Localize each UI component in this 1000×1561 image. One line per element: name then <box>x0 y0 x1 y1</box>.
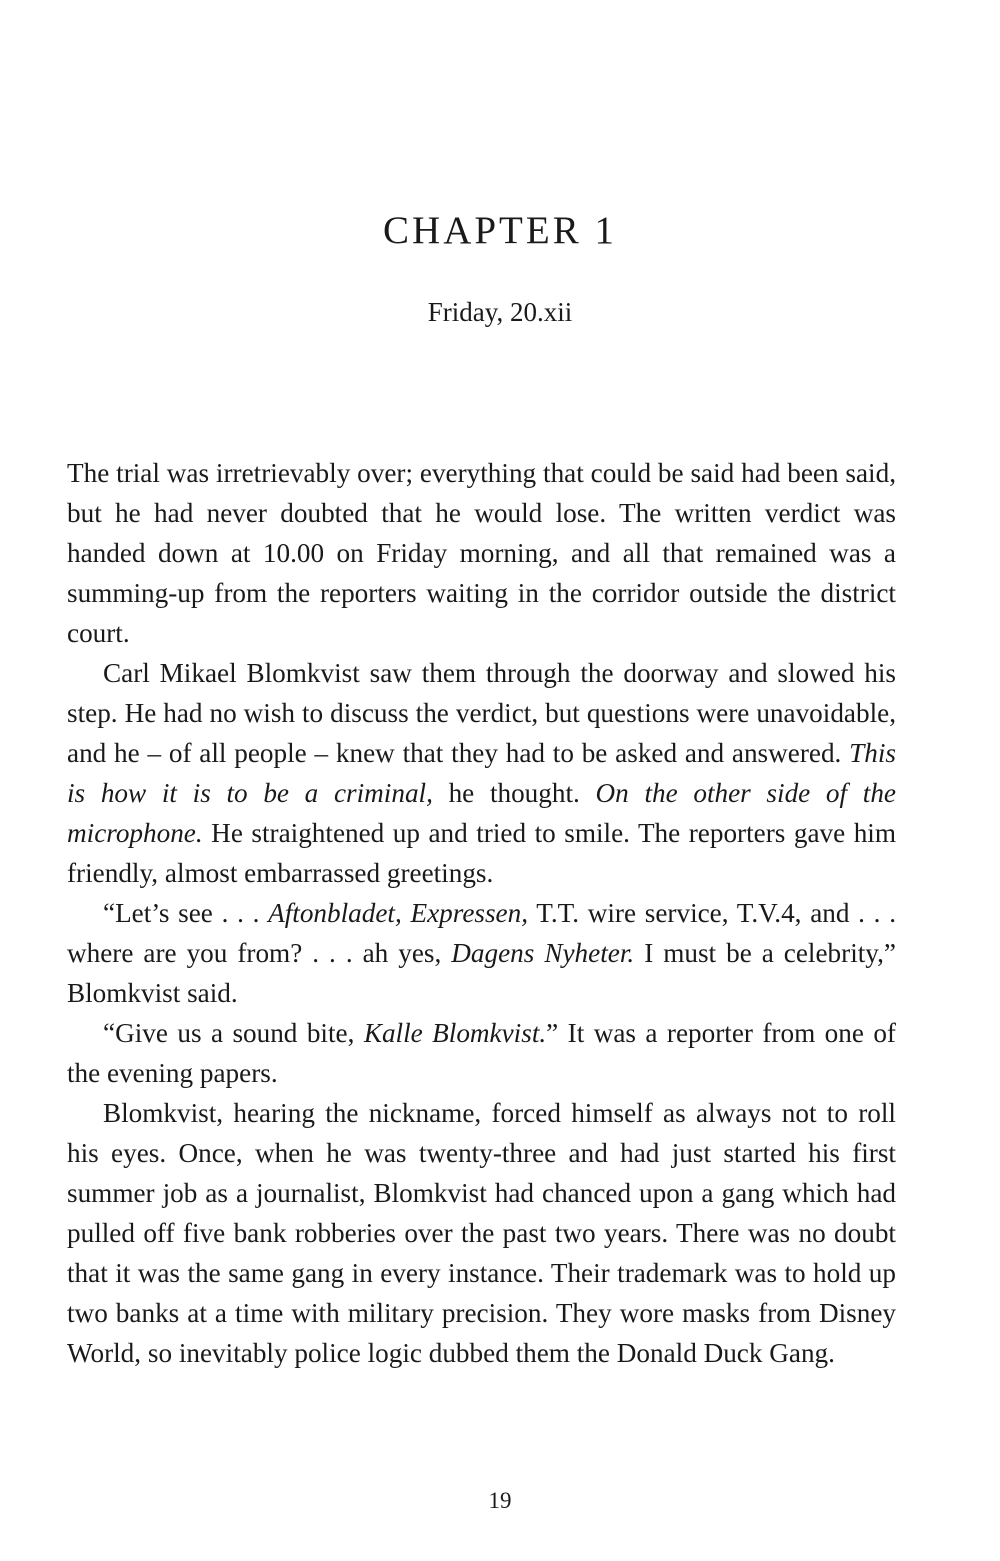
text-run: Carl Mikael Blomkvist saw them through the doorway and slowed his step. He had no wish to discuss the verdict, but questions were unavoidable, and he – of all people – knew that they had to be asked and answered. <box>67 658 896 768</box>
paragraph-1 <box>67 453 896 653</box>
page-number: 19 <box>488 1488 512 1513</box>
italic-text-run: Kalle Blomkvist. <box>363 1018 547 1048</box>
text-run: Blomkvist, hearing the nickname, forced himself as always not to roll his eyes. Once, when he was twenty-three and had just started his first summer job as a journalist, Blomkvist had chanced upon a gang which had pulled off five bank robberies over the past two years. There was no doubt that it was the same gang in every instance. Their trademark was to hold up two banks at a time with military precision. They wore masks from Disney World, so inevitably police logic dubbed them the Donald Duck Gang. <box>67 1098 896 1368</box>
text-run: he thought. <box>432 778 596 808</box>
paragraph-2 <box>67 653 896 893</box>
paragraph-5 <box>67 1093 896 1373</box>
body-text <box>67 453 896 1373</box>
text-run: T.T. wire service, T.V.4, and . . . where are you from? . . . ah yes, <box>67 898 896 968</box>
italic-text-run: On the other side of the microphone. <box>67 778 896 848</box>
paragraph-4 <box>67 1013 896 1093</box>
text-run: The trial was irretrievably over; everything that could be said had been said, but he had never doubted that he would lose. The written verdict was handed down at 10.00 on Friday morning, and all that remained was a summing-up from the reporters waiting in the corridor outside the district court. <box>67 458 896 648</box>
text-run: I must be a celebrity,” Blomkvist said. <box>67 938 897 1008</box>
text-run: “Give us a sound bite, <box>103 1018 364 1048</box>
italic-text-run: Dagens Nyheter. <box>451 938 635 968</box>
text-run: ” It was a reporter from one of the evening papers. <box>67 1018 896 1088</box>
chapter-date: Friday, 20.xii <box>427 297 573 327</box>
text-run: “Let’s see . . . <box>103 898 269 928</box>
paragraph-3 <box>67 893 896 1013</box>
chapter-title: CHAPTER 1 <box>383 209 617 252</box>
italic-text-run: This is how it is to be a criminal, <box>67 738 896 808</box>
text-run: He straightened up and tried to smile. The reporters gave him friendly, almost embarrassed greetings. <box>67 818 896 888</box>
italic-text-run: Aftonbladet, Expressen, <box>268 898 529 928</box>
